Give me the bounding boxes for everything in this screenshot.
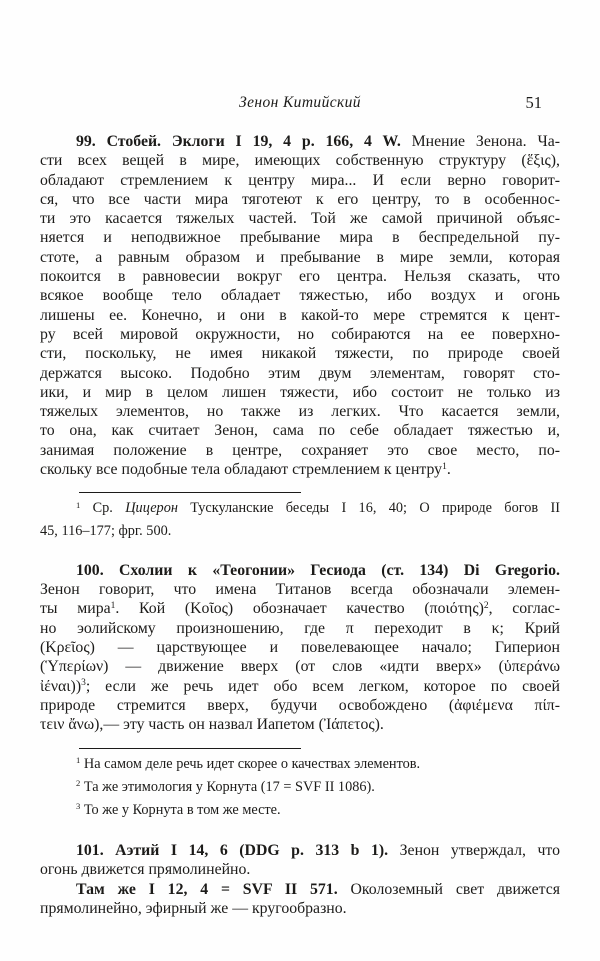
body-text: . Кой (Κοῖος) обозначает качество (ποιότης): [115, 600, 484, 618]
source-reference: 100. Схолии к «Теогонии» Гесиода (ст. 134) Di Gregorio.: [76, 561, 560, 579]
text-line: [40, 800, 560, 821]
body-text: сти, поскольку, не имея никакой тяжести, по природе своей: [40, 345, 560, 363]
text-line: [40, 860, 560, 879]
body-text: занимая положение в центре, сохраняет это свое место, по-: [40, 441, 560, 459]
running-title: Зенон Китийский: [239, 94, 361, 111]
page-header: [40, 93, 560, 112]
text-line: [40, 151, 560, 170]
body-text: но эолийскому произношению, где π переходит в κ; Крий: [40, 619, 560, 637]
footnote-marker: 1: [442, 461, 447, 472]
text-line: [40, 880, 560, 899]
text-line: [40, 899, 560, 918]
text-line: [40, 638, 560, 657]
page-number: 51: [525, 93, 542, 112]
body-text: , соглас-: [488, 600, 561, 618]
body-text: огонь движется прямолинейно.: [40, 861, 251, 879]
body-text: Та же этимология у Корнута (17 = SVF II 1086).: [80, 778, 375, 795]
text-line: [40, 754, 560, 775]
text-line: [40, 209, 560, 228]
page-body: [40, 132, 560, 918]
text-line: [40, 580, 560, 599]
footnotes-100: [40, 754, 560, 821]
body-text: ики, и мир в целом лишен тяжести, ибо состоит не только из: [40, 383, 560, 401]
author-name: Цицерон: [125, 500, 178, 517]
footnote-marker: 2: [76, 777, 81, 788]
body-text: Мнение Зенона. Ча-: [400, 133, 561, 150]
footnote-marker: 2: [483, 601, 489, 612]
body-text: (Ὑπερίων) — движение вверх (от слов «идти вверх» (ὑπεράνω: [40, 658, 560, 676]
body-text: Ср.: [80, 500, 126, 517]
fragment-101: [40, 841, 560, 918]
text-line: [40, 325, 560, 344]
text-line: [40, 460, 560, 479]
body-text: ты мира: [40, 600, 111, 618]
body-text: 45, 116–177; фрг. 500.: [40, 523, 172, 540]
body-text: обладают стремлением к центру мира... И если верно говорит-: [40, 171, 560, 189]
text-line: [40, 498, 560, 519]
text-line: [40, 267, 560, 286]
text-line: [40, 619, 560, 638]
text-line: [40, 383, 560, 402]
text-line: [40, 402, 560, 421]
body-text: стоте, а равным образом и пребывание в мире земли, которая: [40, 248, 560, 266]
footnote-rule-2: [79, 748, 301, 749]
body-text: τειν ἄνω),— эту часть он назвал Иапетом (Ἰάπετος).: [40, 716, 384, 734]
text-line: [40, 306, 560, 325]
body-text: ти это касается тяжелых частей. Той же самой причиной объяс-: [40, 210, 560, 228]
body-text: Зенон утверждал, что: [388, 842, 560, 860]
body-text: ся, что все части мира тяготеют к его центру, то в особеннос-: [40, 190, 560, 208]
body-text: скольку все подобные тела обладают стремлением к центру: [40, 461, 443, 479]
body-text: То же у Корнута в том же месте.: [80, 801, 281, 818]
fragment-100: [40, 561, 560, 735]
body-text: няется и неподвижное пребывание мира в беспредельной пу-: [40, 229, 560, 247]
text-line: [40, 248, 560, 267]
text-line: [40, 344, 560, 363]
body-text: всякое вообще тело обладает тяжестью, ибо воздух и огонь: [40, 287, 560, 305]
body-text: Тускуланские беседы I 16, 40; О природе богов II: [177, 500, 560, 517]
source-reference: 101. Аэтий I 14, 6 (DDG p. 313 b 1).: [76, 842, 389, 860]
body-text: (Κρεῖος) — царствующее и повелевающее начало; Гиперион: [40, 639, 560, 657]
text-line: [40, 696, 560, 715]
text-line: [40, 561, 560, 580]
text-line: [40, 132, 560, 151]
source-reference: Там же I 12, 4 = SVF II 571.: [76, 880, 338, 898]
text-line: [40, 228, 560, 247]
body-text: ру всей мировой окружности, но собираются на ее поверхно-: [40, 325, 560, 343]
body-text: лишены ее. Конечно, и они в какой-то мере стремятся к цент-: [40, 306, 560, 324]
body-text: тяжелых элементов, но также из легких. Что касается земли,: [40, 403, 560, 421]
text-line: [40, 421, 560, 440]
text-line: [40, 364, 560, 383]
body-text: то она, как считает Зенон, сама по себе обладает тяжестью и,: [40, 422, 560, 440]
text-line: [40, 521, 560, 542]
text-line: [40, 441, 560, 460]
footnote-marker: 1: [76, 499, 81, 510]
text-line: [40, 190, 560, 209]
body-text: ἰέναι)): [40, 677, 82, 695]
source-reference: 99. Стобей. Эклоги I 19, 4 p. 166, 4 W.: [76, 133, 401, 150]
body-text: сти всех вещей в мире, имеющих собственную структуру (ἕξις),: [40, 152, 560, 170]
fragment-99: [40, 132, 560, 479]
footnote-marker: 1: [76, 754, 81, 765]
text-line: [40, 171, 560, 190]
body-text: природе стремится вверх, будучи освобождено (ἀφιέμενα πίπ-: [40, 696, 560, 714]
text-line: [40, 841, 560, 860]
body-text: прямолинейно, эфирный же — кругообразно.: [40, 899, 347, 917]
body-text: ; если же речь идет обо всем легком, которое по своей: [85, 677, 560, 695]
footnotes-99: [40, 498, 560, 542]
body-text: На самом деле речь идет скорее о качествах элементов.: [80, 755, 421, 772]
text-line: [40, 286, 560, 305]
text-line: [40, 657, 560, 676]
text-line: [40, 777, 560, 798]
footnote-marker: 3: [81, 678, 86, 689]
body-text: покоится в равновесии вокруг его центра. Нельзя сказать, что: [40, 268, 560, 286]
text-line: [40, 715, 560, 734]
body-text: Околоземный свет движется: [337, 880, 560, 898]
footnote-rule-1: [79, 492, 301, 493]
body-text: .: [446, 461, 451, 479]
body-text: Зенон говорит, что имена Титанов всегда обозначали элемен-: [40, 581, 560, 599]
footnote-marker: 3: [76, 800, 81, 811]
text-line: [40, 677, 560, 696]
footnote-marker: 1: [110, 601, 116, 612]
text-line: [40, 599, 560, 618]
body-text: держатся высоко. Подобно этим двум элементам, говорят сто-: [40, 364, 560, 382]
